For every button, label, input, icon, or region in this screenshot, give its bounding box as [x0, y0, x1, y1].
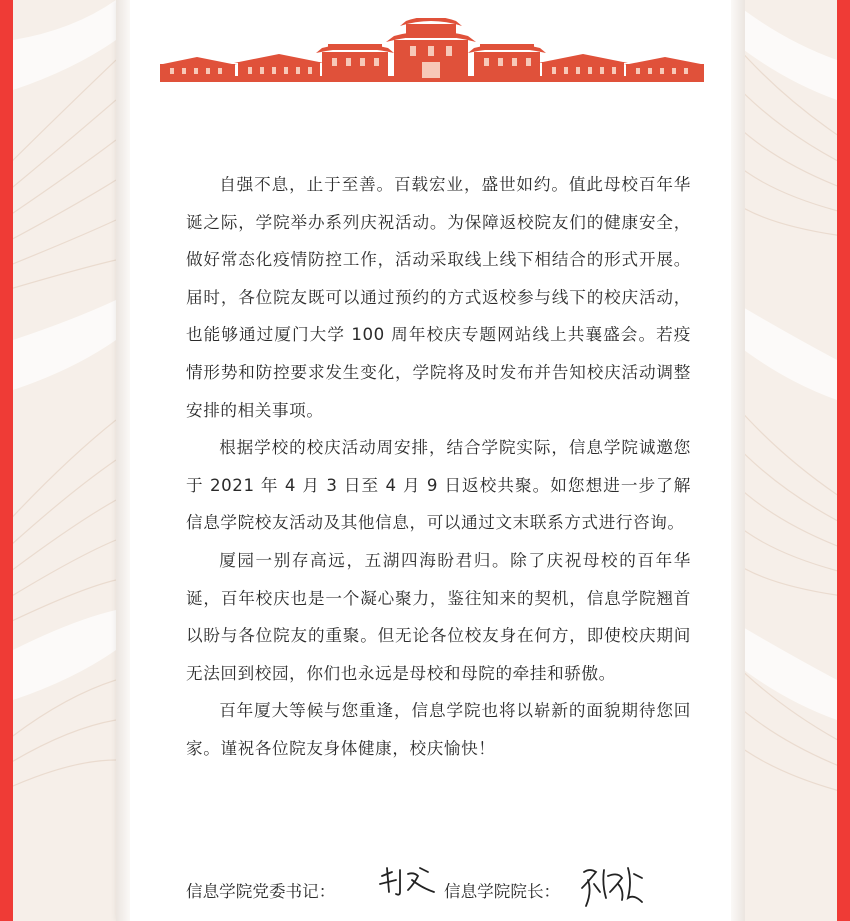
left-fan-pattern — [13, 0, 116, 921]
secretary-handwritten-signature — [378, 862, 438, 908]
paragraph-2: 根据学校的校庆活动周安排，结合学院实际，信息学院诚邀您于 2021 年 4 月 3 日至 4 月 9 日返校共聚。如您想进一步了解信息学院校友活动及其他信息，可以通过文末联系方式进行咨询。 — [186, 438, 691, 533]
paragraph-4: 百年厦大等候与您重逢，信息学院也将以崭新的面貌期待您回家。谨祝各位院友身体健康，校庆愉快！ — [186, 701, 691, 758]
secretary-label: 信息学院党委书记： — [186, 882, 336, 901]
signature-row — [186, 860, 706, 916]
dean-label: 信息学院院长： — [444, 882, 561, 901]
left-red-border — [0, 0, 13, 921]
paragraph-1: 自强不息，止于至善。百载宏业，盛世如约。值此母校百年华诞之际，学院举办系列庆祝活动。为保障返校院友们的健康安全，做好常态化疫情防控工作，活动采取线上线下相结合的形式开展。届时，各位院友既可以通过预约的方式返校参与线下的校庆活动，也能够通过厦门大学 100 周年校庆专题网站线上共襄盛会。若疫情形势和防控要求发生变化，学院将及时发布并告知校庆活动调整安排的相关事项。 — [186, 175, 691, 420]
letter-body — [186, 166, 691, 768]
right-fan-pattern — [731, 0, 837, 921]
right-red-border — [837, 0, 850, 921]
campus-building-illustration — [160, 18, 704, 84]
paper-edge-right — [731, 0, 745, 921]
dean-handwritten-signature — [578, 862, 648, 910]
paragraph-3: 厦园一别存高远，五湖四海盼君归。除了庆祝母校的百年华诞，百年校庆也是一个凝心聚力，鉴往知来的契机，信息学院翘首以盼与各位院友的重聚。但无论各位校友身在何方，即使校庆期间无法回到校园，你们也永远是母校和母院的牵挂和骄傲。 — [186, 550, 691, 683]
paper-edge-left — [116, 0, 130, 921]
